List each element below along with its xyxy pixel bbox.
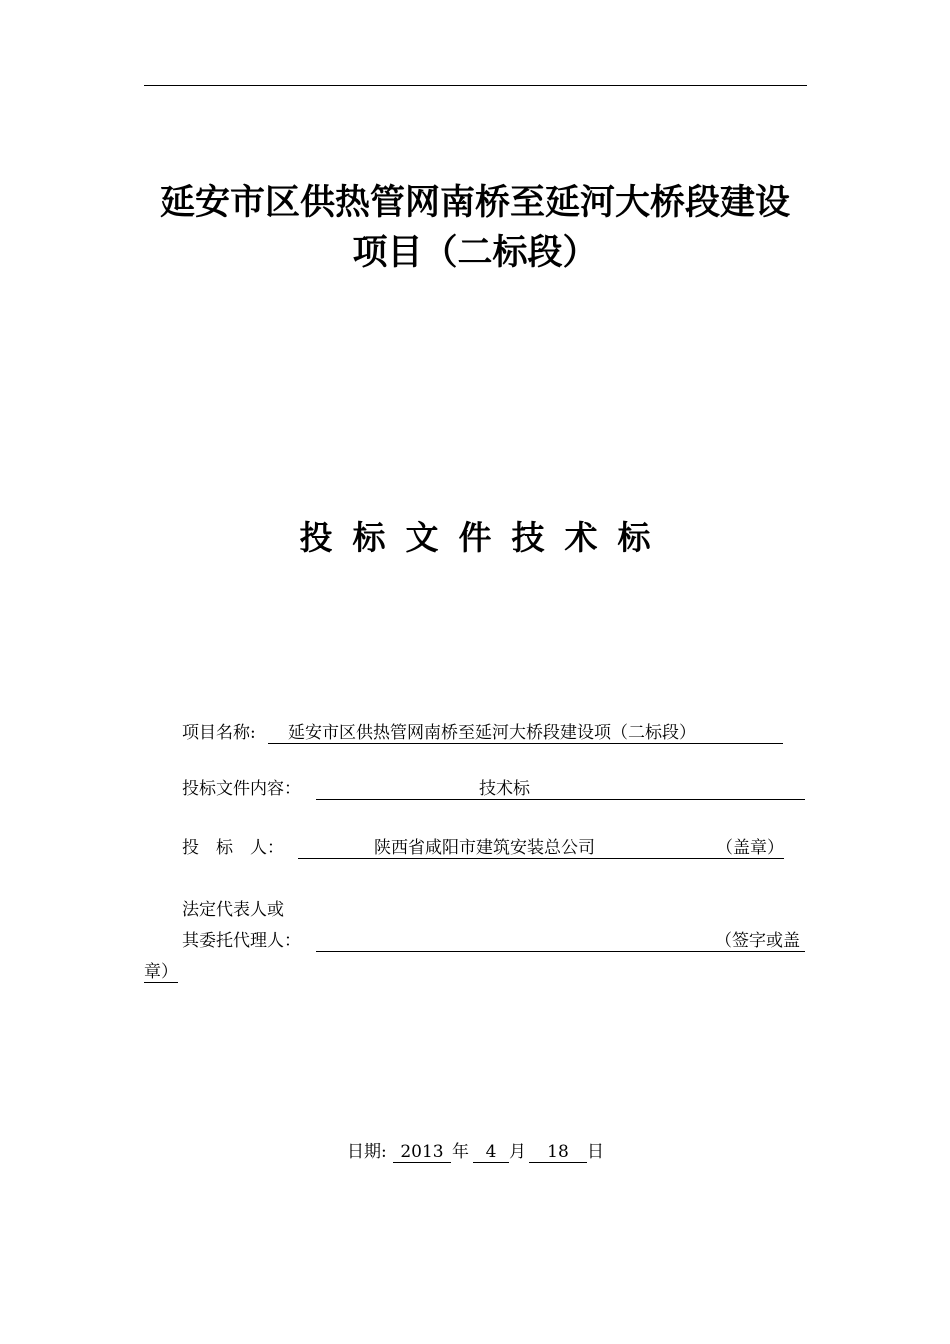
date-day[interactable]: 18	[529, 1141, 587, 1163]
header-rule	[144, 85, 807, 86]
date-label: 日期:	[347, 1142, 387, 1162]
bidder-field[interactable]	[298, 837, 784, 859]
document-type-heading: 投标文件技术标	[299, 518, 671, 557]
project-name-row	[182, 722, 792, 744]
bidder-value: 陕西省咸阳市建筑安装总公司	[374, 838, 595, 858]
representative-sign-note-wrap	[144, 961, 178, 983]
date-month[interactable]: 4	[473, 1141, 509, 1163]
document-title-line-2: 项目（二标段）	[352, 233, 598, 273]
bidder-seal-note: （盖章）	[716, 838, 784, 858]
representative-sign-note-continued: 章）	[144, 962, 178, 982]
date-month-unit: 月	[509, 1142, 526, 1162]
date-year-unit: 年	[452, 1142, 469, 1162]
project-name-label: 项目名称:	[182, 723, 256, 743]
bidder-row	[182, 837, 792, 859]
representative-label-line-2: 其委托代理人：	[182, 931, 301, 951]
date-year[interactable]: 2013	[393, 1141, 451, 1163]
document-title-line-1: 延安市区供热管网南桥至延河大桥段建设	[159, 183, 790, 223]
representative-field[interactable]	[316, 930, 805, 952]
bid-content-field[interactable]	[316, 778, 805, 800]
bid-content-row	[182, 778, 807, 800]
bid-content-value: 技术标	[479, 779, 530, 799]
bidder-label: 投 标 人：	[182, 838, 284, 858]
project-name-value: 延安市区供热管网南桥至延河大桥段建设项（二标段）	[288, 723, 696, 743]
representative-label-line-1: 法定代表人或	[182, 900, 284, 920]
representative-sign-note: （签字或盖	[715, 931, 800, 951]
bid-content-label: 投标文件内容：	[182, 779, 301, 799]
project-name-field[interactable]	[268, 722, 783, 744]
representative-row	[182, 930, 807, 952]
date-day-unit: 日	[587, 1142, 604, 1162]
